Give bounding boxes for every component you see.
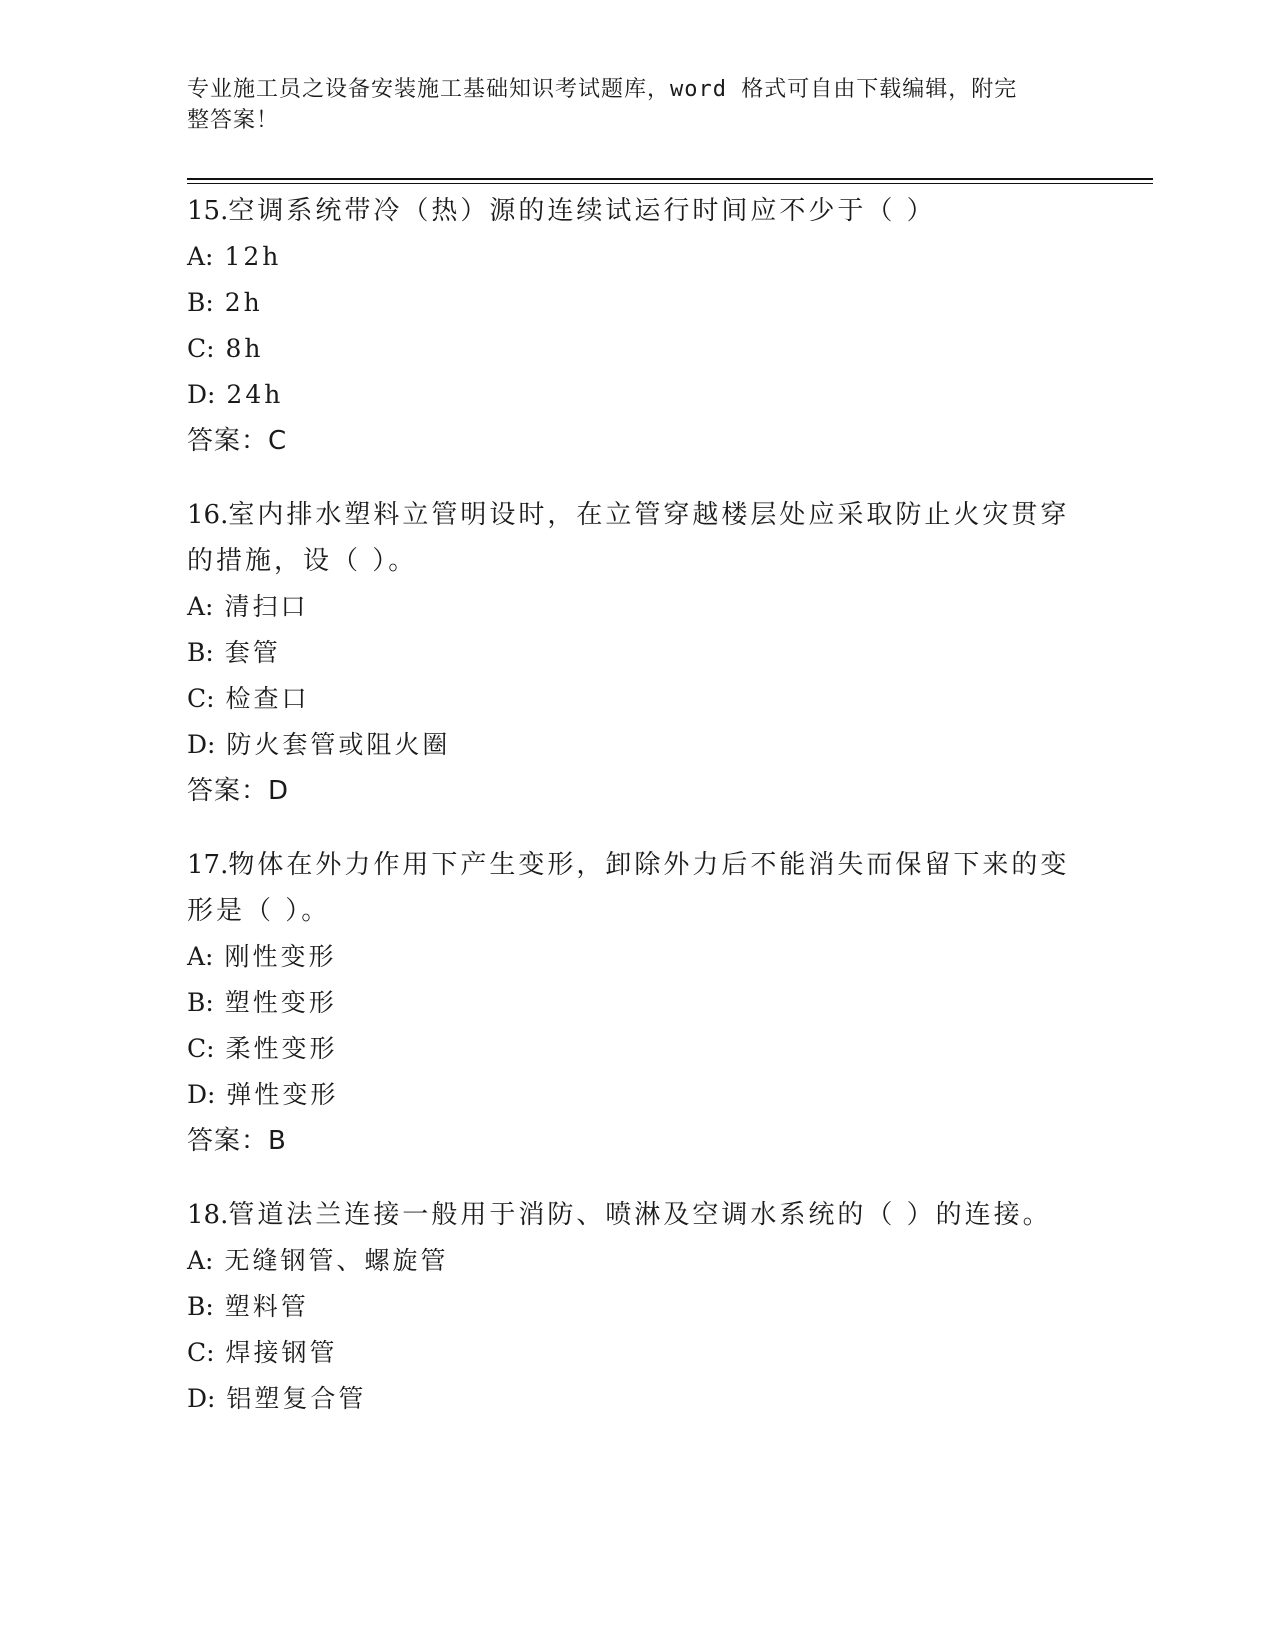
- question-body: 室内排水塑料立管明设时，在立管穿越楼层处应采取防止火灾贯穿的措施，设（ ）。: [187, 500, 1070, 576]
- option-key: A:: [187, 1246, 214, 1275]
- header-divider-thin: [187, 183, 1153, 184]
- option-key: C:: [187, 334, 215, 363]
- option-text: 铝塑复合管: [226, 1384, 367, 1413]
- question-18: [187, 1192, 1087, 1422]
- header-line-2: 整答案！: [187, 108, 280, 133]
- option-key: A:: [187, 242, 214, 271]
- option-text: 24h: [226, 380, 284, 409]
- question-15: [187, 188, 1087, 464]
- option-c: [187, 1330, 1087, 1376]
- option-key: B:: [187, 288, 214, 317]
- option-b: [187, 1284, 1087, 1330]
- option-key: C:: [187, 1034, 215, 1063]
- header-divider-thick: [187, 178, 1153, 180]
- option-d: [187, 372, 1087, 418]
- question-body: 管道法兰连接一般用于消防、喷淋及空调水系统的（ ）的连接。: [228, 1200, 1052, 1230]
- question-text: [187, 1192, 1087, 1238]
- option-c: [187, 676, 1087, 722]
- option-key: D:: [187, 730, 216, 759]
- option-text: 12h: [224, 242, 282, 271]
- question-17: [187, 842, 1087, 1164]
- option-b: [187, 630, 1087, 676]
- option-a: [187, 1238, 1087, 1284]
- option-key: B:: [187, 1292, 214, 1321]
- option-key: A:: [187, 942, 214, 971]
- option-text: 检查口: [225, 684, 310, 713]
- question-number: 18.: [187, 1200, 229, 1230]
- answer: 答案：C: [187, 426, 288, 456]
- option-key: C:: [187, 684, 215, 713]
- option-c: [187, 1026, 1087, 1072]
- option-text: 柔性变形: [225, 1034, 338, 1063]
- option-key: B:: [187, 638, 214, 667]
- question-number: 17.: [187, 850, 229, 880]
- option-text: 焊接钢管: [225, 1338, 338, 1367]
- question-text: [187, 842, 1087, 934]
- question-body: 空调系统带冷（热）源的连续试运行时间应不少于（ ）: [228, 196, 936, 226]
- option-key: C:: [187, 1338, 215, 1367]
- document-header: [187, 74, 1067, 136]
- option-a: [187, 584, 1087, 630]
- option-d: [187, 722, 1087, 768]
- option-text: 清扫口: [224, 592, 309, 621]
- option-key: B:: [187, 988, 214, 1017]
- question-list: [187, 188, 1087, 1450]
- option-d: [187, 1072, 1087, 1118]
- option-b: [187, 280, 1087, 326]
- option-text: 弹性变形: [226, 1080, 339, 1109]
- question-body: 物体在外力作用下产生变形，卸除外力后不能消失而保留下来的变形是（ ）。: [187, 850, 1070, 926]
- answer: 答案：B: [187, 1126, 287, 1156]
- option-a: [187, 934, 1087, 980]
- option-key: D:: [187, 380, 216, 409]
- option-text: 2h: [224, 288, 263, 317]
- option-key: D:: [187, 1080, 216, 1109]
- question-number: 15.: [187, 196, 229, 226]
- header-line-1: 专业施工员之设备安装施工基础知识考试题库，word 格式可自由下载编辑，附完: [187, 77, 1018, 102]
- option-d: [187, 1376, 1087, 1422]
- option-text: 无缝钢管、螺旋管: [224, 1246, 449, 1275]
- answer: 答案：D: [187, 776, 290, 806]
- option-text: 塑性变形: [224, 988, 337, 1017]
- option-a: [187, 234, 1087, 280]
- option-c: [187, 326, 1087, 372]
- option-text: 刚性变形: [224, 942, 337, 971]
- question-number: 16.: [187, 500, 229, 530]
- option-text: 防火套管或阻火圈: [226, 730, 451, 759]
- option-key: D:: [187, 1384, 216, 1413]
- question-16: [187, 492, 1087, 814]
- option-key: A:: [187, 592, 214, 621]
- option-text: 塑料管: [224, 1292, 309, 1321]
- option-b: [187, 980, 1087, 1026]
- option-text: 套管: [224, 638, 281, 667]
- question-text: [187, 492, 1087, 584]
- question-text: [187, 188, 1087, 234]
- option-text: 8h: [225, 334, 264, 363]
